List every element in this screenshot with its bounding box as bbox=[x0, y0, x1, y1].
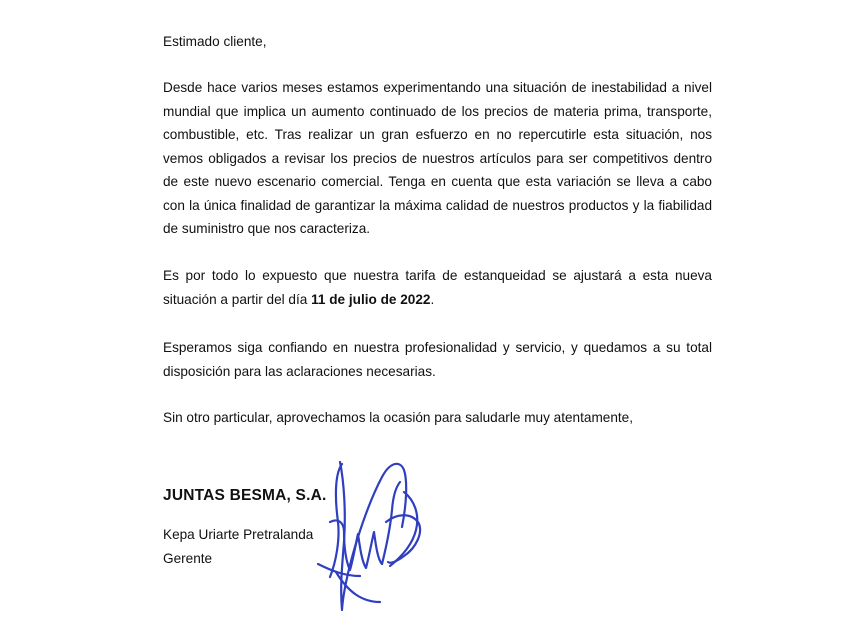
paragraph-effective-date bbox=[163, 264, 712, 311]
effective-date: 11 de julio de 2022 bbox=[311, 291, 431, 307]
handwritten-signature bbox=[300, 452, 425, 617]
greeting: Estimado cliente, bbox=[163, 34, 267, 49]
paragraph-trust: Esperamos siga confiando en nuestra profesionalidad y servicio, y quedamos a su total disposición para las aclaraciones necesarias. bbox=[163, 340, 712, 379]
company-name: JUNTAS BESMA, S.A. bbox=[163, 487, 327, 504]
paragraph-price-increase: Desde hace varios meses estamos experimentando una situación de inestabilidad a nivel mundial que implica un aumento continuado de los precios de materia prima, transporte, combustible, etc. Tras realizar un gran esfuerzo en no repercutirle esta situación, nos vemos obligados a revisar los precios de nuestros artículos para ser competitivos dentro de este nuevo escenario comercial. Tenga en cuenta que esta variación se lleva a cabo con la única finalidad de garantizar la máxima calidad de nuestros productos y la fiabilidad de suministro que nos caracteriza. bbox=[163, 80, 712, 236]
signer-name: Kepa Uriarte Pretralanda bbox=[163, 527, 314, 542]
closing-line: Sin otro particular, aprovechamos la ocasión para saludarle muy atentamente, bbox=[163, 410, 633, 425]
paragraph-effective-date-end: . bbox=[430, 291, 435, 307]
paragraph-effective-date-text: Es por todo lo expuesto que nuestra tarifa de estanqueidad se ajustará a esta nueva situación a partir del día bbox=[163, 268, 712, 307]
signer-title: Gerente bbox=[163, 551, 213, 566]
